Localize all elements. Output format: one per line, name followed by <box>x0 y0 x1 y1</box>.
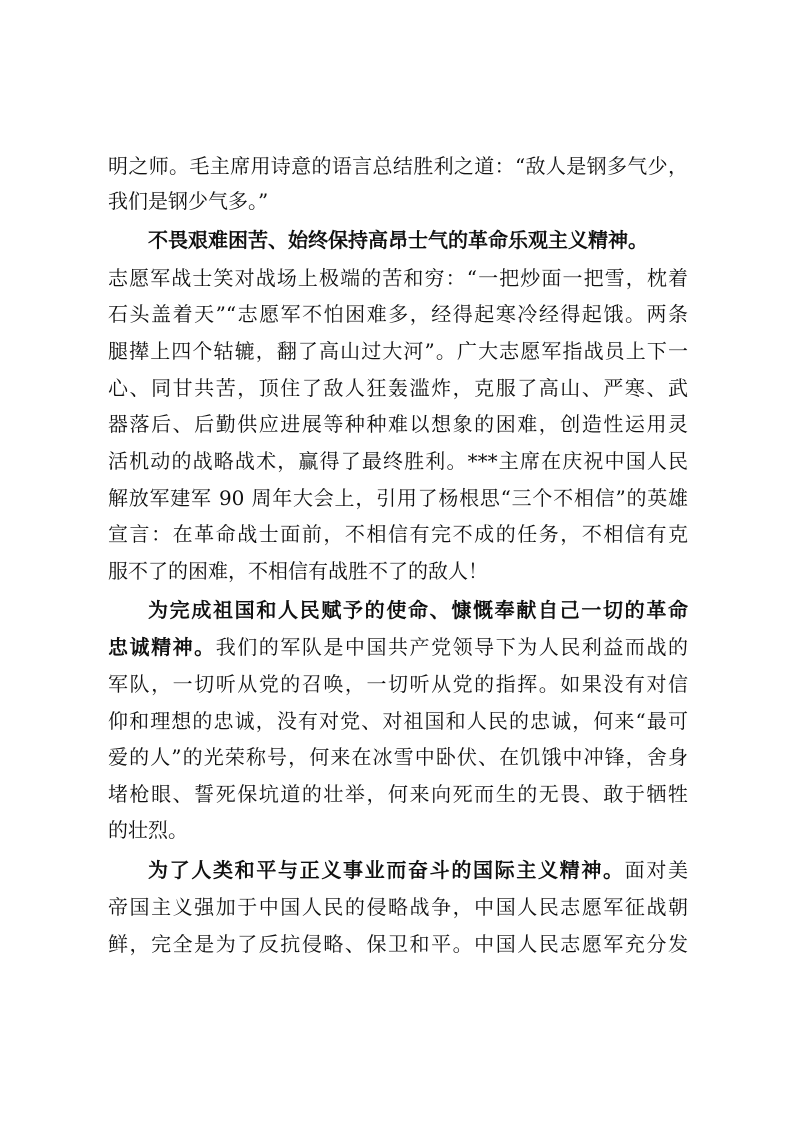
paragraph-4-heading: 为了人类和平与正义事业而奋斗的国际主义精神。 <box>148 858 625 882</box>
paragraph-2-line-2: 石头盖着天”“志愿军不怕困难多，经得起寒冷经得起饿。两条 <box>108 302 688 326</box>
paragraph-3-line-2: 军队，一切听从党的召唤，一切听从党的指挥。如果没有对信 <box>108 672 688 696</box>
paragraph-3-line-5: 堵枪眼、誓死保坑道的壮举，何来向死而生的无畏、敢于牺牲 <box>108 782 688 806</box>
paragraph-2-heading: 不畏艰难困苦、始终保持高昂士气的革命乐观主义精神。 <box>148 228 648 252</box>
paragraph-3-line-1-rest: 我们的军队是中国共产党领导下为人民利益而战的 <box>215 635 688 659</box>
paragraph-2-line-7: 解放军建军 90 周年大会上，引用了杨根思“三个不相信”的英雄 <box>108 486 688 510</box>
paragraph-4-line-3: 鲜，完全是为了反抗侵略、保卫和平。中国人民志愿军充分发 <box>108 932 688 956</box>
paragraph-2-line-5: 器落后、后勤供应进展等种种难以想象的困难，创造性运用灵 <box>108 412 688 436</box>
paragraph-2-line-1: 志愿军战士笑对战场上极端的苦和穷：“一把炒面一把雪，枕着 <box>108 266 688 290</box>
paragraph-2-line-6: 活机动的战略战术，赢得了最终胜利。***主席在庆祝中国人民 <box>108 449 688 473</box>
paragraph-2-line-3: 腿撵上四个轱辘，翻了高山过大河”。广大志愿军指战员上下一 <box>108 339 688 363</box>
paragraph-3-line-4: 爱的人”的光荣称号，何来在冰雪中卧伏、在饥饿中冲锋，舍身 <box>108 745 688 769</box>
paragraph-4-line-1 <box>148 856 688 884</box>
paragraph-2-line-4: 心、同甘共苦，顶住了敌人狂轰滥炸，克服了高山、严寒、武 <box>108 376 688 400</box>
paragraph-2-line-9: 服不了的困难，不相信有战胜不了的敌人！ <box>108 559 488 583</box>
paragraph-3-line-1 <box>108 633 688 661</box>
paragraph-4-line-2: 帝国主义强加于中国人民的侵略战争，中国人民志愿军征战朝 <box>108 895 688 919</box>
paragraph-2-line-8: 宣言：在革命战士面前，不相信有完不成的任务，不相信有克 <box>108 522 688 546</box>
paragraph-1-line-2: 我们是钢少气多。” <box>108 189 269 213</box>
paragraph-3-heading: 为完成祖国和人民赋予的使命、慷慨奉献自己一切的革命 <box>148 598 688 622</box>
paragraph-3-line-6: 的壮烈。 <box>108 818 188 842</box>
paragraph-4-line-1-rest: 面对美 <box>624 858 688 882</box>
paragraph-3-line-3: 仰和理想的忠诚，没有对党、对祖国和人民的忠诚，何来“最可 <box>108 709 688 733</box>
paragraph-1-line-1: 明之师。毛主席用诗意的语言总结胜利之道：“敌人是钢多气少， <box>108 154 688 178</box>
paragraph-3-heading-end: 忠诚精神。 <box>108 635 216 659</box>
